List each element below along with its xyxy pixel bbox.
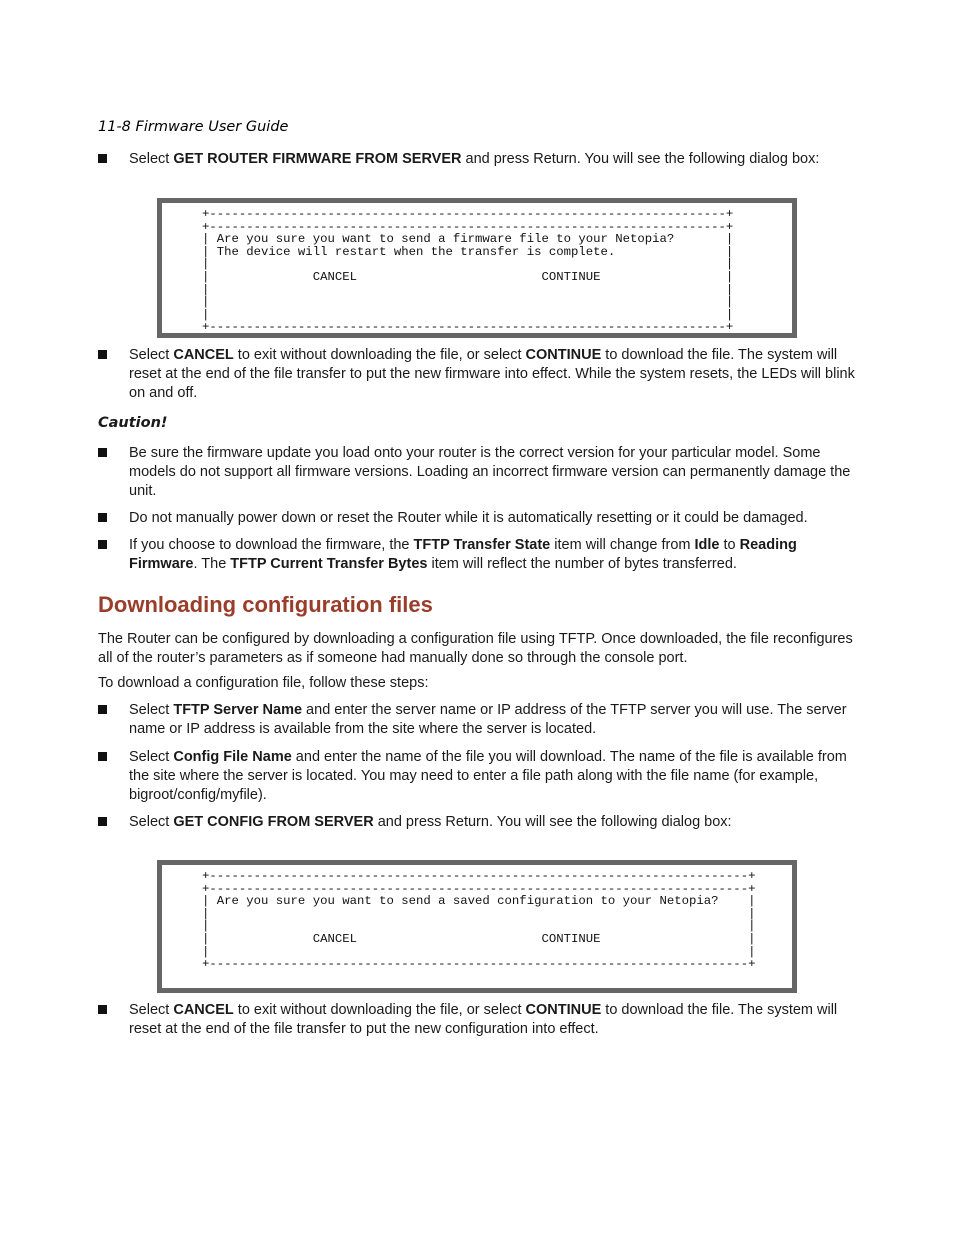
bullet-icon <box>98 817 107 826</box>
bullet-icon <box>98 448 107 457</box>
bullet-icon <box>98 513 107 522</box>
bullet-icon <box>98 154 107 163</box>
bullet-icon <box>98 1005 107 1014</box>
bullet-icon <box>98 705 107 714</box>
bullet-icon <box>98 540 107 549</box>
list-item: Select GET ROUTER FIRMWARE FROM SERVER and press Return. You will see the following dialog box: <box>98 150 858 169</box>
list-item: Select GET CONFIG FROM SERVER and press Return. You will see the following dialog box: <box>98 813 858 832</box>
firmware-dialog-box <box>157 198 797 338</box>
config-dialog-box <box>157 860 797 993</box>
dialog-text: +-------------------------------------------------------------------------+ +-------------------------------------------------------------------------+ | Are you sure you want to send a saved configuration to your Netopia? | | | | | | CANCEL CONTINUE | | | +-------------------------------------------------------------------------+ <box>202 869 756 972</box>
page-header: 11-8 Firmware User Guide <box>98 119 289 135</box>
bullet-icon <box>98 752 107 761</box>
list-item: Be sure the firmware update you load onto your router is the correct version for your particular model. Some models do not support all firmware versions. Loading an incorrect firmware version can permanently damage the unit. <box>98 444 858 501</box>
list-item: Select CANCEL to exit without downloading the file, or select CONTINUE to download the file. The system will reset at the end of the file transfer to put the new configuration into effect. <box>98 1001 858 1039</box>
caution-label: Caution! <box>98 415 168 431</box>
list-item: Select TFTP Server Name and enter the server name or IP address of the TFTP server you will use. The server name or IP address is available from the site where the server is located. <box>98 701 858 739</box>
list-item: If you choose to download the firmware, the TFTP Transfer State item will change from Idle to Reading Firmware. The TFTP Current Transfer Bytes item will reflect the number of bytes transferred. <box>98 536 858 574</box>
section-heading: Downloading configuration files <box>98 592 433 617</box>
list-item: Select Config File Name and enter the name of the file you will download. The name of the file is available from the site where the server is located. You may need to enter a file path along with the file name (for example, bigroot/config/myfile). <box>98 748 858 805</box>
bullet-icon <box>98 350 107 359</box>
dialog-text: +----------------------------------------------------------------------+ +----------------------------------------------------------------------+ | Are you sure you want to send a firmware file to your Netopia? | | The device will restart when the transfer is complete. | | | | CANCEL CONTINUE | | | | | | | +----------------------------------------------------------------------+ <box>202 207 734 335</box>
steps-intro: To download a configuration file, follow these steps: <box>98 675 429 691</box>
list-item: Do not manually power down or reset the Router while it is automatically resetting or it could be damaged. <box>98 509 858 528</box>
list-item: Select CANCEL to exit without downloading the file, or select CONTINUE to download the file. The system will reset at the end of the file transfer to put the new firmware into effect. While the system resets, the LEDs will blink on and off. <box>98 346 858 403</box>
intro-paragraph: The Router can be configured by downloading a configuration file using TFTP. Once downloaded, the file reconfigures all of the router’s parameters as if someone had manually done so through the console port. <box>98 631 853 666</box>
